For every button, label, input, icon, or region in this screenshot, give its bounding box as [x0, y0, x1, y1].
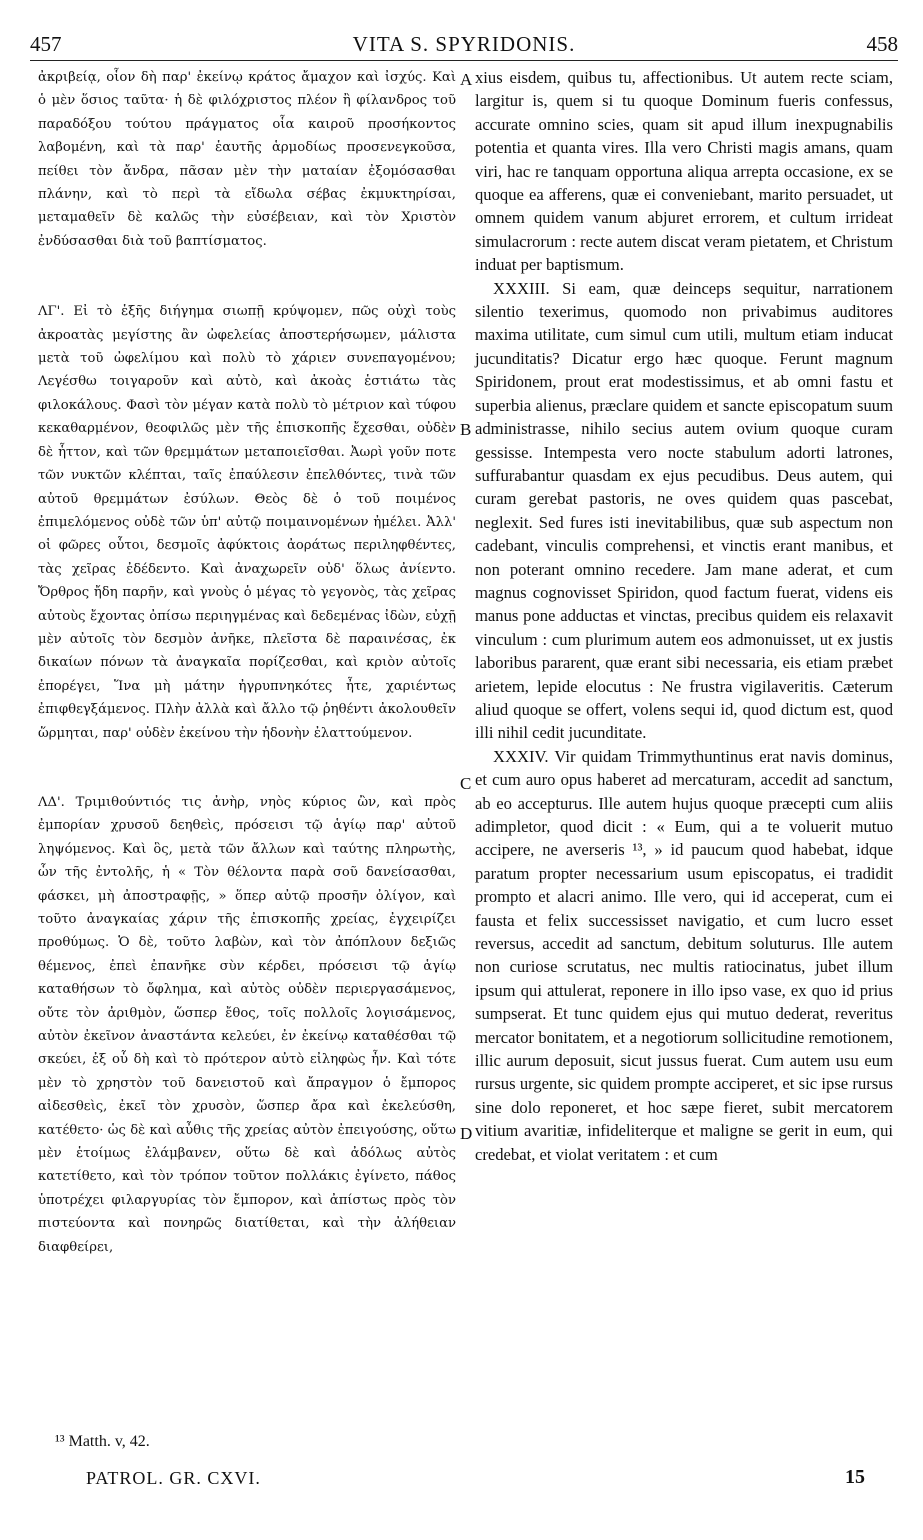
- margin-marker-b: B: [460, 420, 472, 439]
- page-number-left: 457: [30, 32, 62, 56]
- greek-column: [38, 66, 456, 1259]
- latin-paragraph-34: XXXIV. Vir quidam Trimmythuntinus erat navis dominus, et cum auro opus haberet ad mercaturam, accedit ad sanctum, ab eo accepturus. Ille autem hujus quoque præcepti cum aliis adimpletor, quod dicit : « Eum, qui a te voluerit mutuo accipere, ne averseris ¹³, » id paucum quod habebat, idque paratum propter necessarium usum episcopatus, ei tradidit prompto et alacri animo. Ille vero, qui id acceperat, cum ei fausta et felix successisset navigatio, et cum lucro esset reversus, accedit ad sanctum, debitum soluturus. Ille autem non curiose scrutatus, nec multis ratiocinatus, jubet illum ipsum qui attulerat, reponere in illo ipso vase, ex quo id prius sumpserat. Et tunc quidem ejus qui mutuo dederat, reveritus mercator bonitatem, et a negotiorum sollicitudine remotionem, illic aurum deposuit, sicut jussus fuerat. Cum autem usu eum rursus urgente, sic quidem prompte acciperet, et sic ipse rursus sine dolo reponeret, et hoc sæpe fieret, subit mercatorem vitium avaritiæ, infideliterque et maligne se gerit in eum, qui credebat, et violat veritatem : et cum: [475, 746, 893, 1164]
- paragraph-gap: [38, 745, 456, 791]
- margin-marker-c: C: [460, 774, 472, 793]
- running-title: VITA S. SPYRIDONIS.: [352, 32, 576, 56]
- footnote: ¹³ Matth. v, 42.: [55, 1433, 150, 1450]
- greek-paragraph-34: ΛΔ'. Τριμιθούντιός τις ἀνὴρ, νηὸς κύριος ὢν, καὶ πρὸς ἐμπορίαν χρυσοῦ δεηθεὶς, πρόσεισι τῷ ἁγίῳ παρ' αὐτοῦ ληψόμενος. Καὶ ὃς, μετὰ τῶν ἄλλων καὶ ταύτης πληρωτὴς, ὧν τῆς ἐντολῆς, ἡ « Τὸν θέλοντα παρὰ σοῦ δανείσασθαι, φάσκει, μὴ ἀποστραφῇς, » ὅπερ αὐτῷ προσῆν ὀλίγον, καὶ τοῦτο ἀναγκαίας χάριν τῆς ἐπισκοπῆς χρείας, ἐγχειρίζει προθύμως. Ὁ δὲ, τοῦτο λαβὼν, καὶ τὸν ἀπόπλουν δεξιῶς θέμενος, ἐπεὶ ἐπανῆκε σὺν κέρδει, πρόσεισι τῷ ἁγίῳ καταθήσων τὸ ὄφλημα, καὶ αὐτὸς οὐδὲν περιεργασάμενος, οὔτε τὸν ἀριθμὸν, ὥσπερ ἔθος, τοῖς πολλοῖς λογισάμενος, αὐτὸν ἐκεῖνον ἀναστάντα κελεύει, ἐν ἐκείνῳ καταθέσθαι τῷ σκεύει, ἐξ οὗ δὴ καὶ τὸ πρότερον αὐτὸ εἰληφὼς ἦν. Καὶ τότε μὲν τὸ χρηστὸν τοῦ δανειστοῦ καὶ ἄπραγμον ὁ ἔμπορος αἰδεσθεὶς, ἐκεῖ τὸν χρυσὸν, ὥσπερ ἄρα καὶ ἐκελεύσθη, κατέθετο· ὡς δὲ καὶ αὖθις τῆς χρείας αὐτὸν ἐπειγούσης, οὕτω μὲν ἑτοίμως ἐλάμβανεν, οὕτω δὲ καὶ ἀδόλως αὐτὸς κατετίθετο, καὶ τὸν τρόπον τοῦτον πολλάκις ἐγίνετο, πάθος ὑποτρέχει φιλαργυρίας τὸν ἔμπορον, καὶ ἀπίστως πρὸς τὸν πιστεύοντα καὶ πονηρῶς διατίθεται, καὶ τὴν ἀλήθειαν διαφθείρει,: [38, 794, 456, 1255]
- footer-signature: 15: [845, 1466, 865, 1488]
- margin-marker-a: A: [460, 70, 473, 89]
- latin-paragraph-33: XXXIII. Si eam, quæ deinceps sequitur, narrationem silentio texerimus, quomodo non privabimus auditores maxima utilitate, cum simul cum utili, multum etiam inducat jucunditatis? Dicatur ergo hæc quoque. Ferunt magnum Spiridonem, prout erat modestissimus, et ab omni fastu et superbia alienus, præclare quidem et sancte episcopatum suum administrasse, nihilo secius autem ovium quoque curam gessisse. Intempesta vero nocte stabulum adorti latrones, suffurabantur quasdam ex ejus pecudibus. Deus autem, qui curam gerebat pastoris, ne oves quidem quas pascebat, neglexit. Sed fures isti inevitabilibus, quæ sub aspectum non cadebant, vinculis comprehensi, et vinctis erant manibus, et non poterant omnino recedere. Jam mane aderat, et cum magnus cognovisset Spiridon, quod factum fuerat, videns eis manus pone adductas et vinctas, precibus quidem eis relaxavit vinculum : cum plurimum autem eos admonuisset, ut ex justis laboribus pararent, quæ erant sibi necessaria, eis etiam præbet arietem, lepide elocutus : Ne frustra vigilaveritis. Cæterum aliud quoque se offert, volens sequi id, quod dictum est, quod illi nihil cedit jucunditate.: [475, 278, 893, 743]
- greek-paragraph-1: ἀκριβείᾳ, οἷον δὴ παρ' ἐκείνῳ κράτος ἄμαχον καὶ ἰσχύς. Καὶ ὁ μὲν ὅσιος ταῦτα· ἡ δὲ φιλόχριστος πλέον ἢ φίλανδρος τοῦ παραδόξου τούτου πράγματος οἷα καιροῦ προσήκοντος λαβομένη, καὶ τὰ παρ' ἑαυτῆς ἁρμοδίως προσενεγκοῦσα, πείθει τὸν ἄνδρα, πᾶσαν μὲν τὴν ματαίαν ἐξομόσασθαι πλάνην, καὶ τὸ περὶ τὰ εἴδωλα σέβας ἐκμυκτηρίσαι, μεταμαθεῖν δὲ καλῶς τὴν εὐσέβειαν, καὶ τὸν Χριστὸν ἐνδύσασθαι διὰ τοῦ βαπτίσματος.: [38, 70, 456, 249]
- page-number-right: 458: [866, 32, 898, 56]
- paragraph-gap: [38, 253, 456, 300]
- latin-paragraph-1: xius eisdem, quibus tu, affectionibus. Ut autem recte sciam, largitur is, quem si tu quoque Dominum fueris confessus, accurate omnino scies, quam sit apud illum inexpugnabilis potentia et quanta vires. Illa vero Christi magis amans, quam viri, hac re tanquam opportuna aliqua arrepta occasione, ex se quoque ea afferens, quæ ei conveniebant, marito persuadet, ut omnem quidem vanum abjuret errorem, et cultum irrideat simulacrorum : recte autem discat veram pietatem, et Christum induat per baptismum.: [475, 68, 893, 275]
- running-header: [30, 32, 898, 62]
- latin-column: [475, 66, 893, 1166]
- greek-paragraph-33: ΛΓ'. Εἰ τὸ ἑξῆς διήγημα σιωπῇ κρύψομεν, πῶς οὐχὶ τοὺς ἀκροατὰς μεγίστης ἂν ὠφελείας ἀποστερήσωμεν, μάλιστα μετὰ τοῦ ὠφελίμου καὶ πολὺ τὸ χάριεν συνεπαγομένου; Λεγέσθω τοιγαροῦν καὶ αὐτὸ, καὶ ἀκοὰς ἑστιάτω τὰς φιλοκάλους. Φασὶ τὸν μέγαν κατὰ πολὺ τὸ μέτριον καὶ τύφου κεκαθαρμένον, θεοφιλῶς μὲν τῆς ἐπισκοπῆς ἔχεσθαι, οὐδὲν δὲ ἧττον, καὶ τῶν θρεμμάτων μεταποιεῖσθαι. Ἀωρὶ γοῦν ποτε τῶν νυκτῶν κλέπται, ταῖς ἐπαύλεσιν ἐπελθόντες, τινὰ τῶν αὐτοῦ θρεμμάτων ἐσύλων. Θεὸς δὲ ὁ τοῦ ποιμένος ἐπιμελόμενος οὐδὲ τῶν ὑπ' αὐτῷ ποιμαινομένων ἠμέλει. Ἀλλ' οἱ φῶρες οὗτοι, δεσμοῖς ἀφύκτοις ἀοράτως περιληφθέντες, τὰς χεῖρας ἐδέδεντο. Καὶ ἀναχωρεῖν οὐδ' ὅλως ἀνίεντο. Ὄρθρος ἤδη παρῆν, καὶ γνοὺς ὁ μέγας τὸ γεγονὸς, τὰς χεῖρας αὐτοὺς ἔχοντας ὀπίσω περιηγμένας καὶ δεδεμένας ἰδὼν, εὐχῇ μὲν αὐτοῖς τὸν δεσμὸν ἀνῆκε, πλεῖστα δὲ παραινέσας, ἐκ δικαίων πόνων τὰ ἀναγκαῖα πορίζεσθαι, καὶ κριὸν αὐτοῖς ἐπορέγει, Ἵνα μὴ μάτην ἠγρυπνηκότες ἦτε, χαριέντως ἐπιφθεγξάμενος. Πλὴν ἀλλὰ καὶ ἄλλο τῷ ῥηθέντι ἀκολουθεῖν ὥρμηται, παρ' οὐδὲν ἐκείνου τὴν ἡδονὴν ἐλαττούμενον.: [38, 304, 456, 741]
- header-rule: [30, 60, 898, 61]
- footer-series: PATROL. GR. CXVI.: [86, 1468, 261, 1488]
- margin-marker-d: D: [460, 1124, 473, 1143]
